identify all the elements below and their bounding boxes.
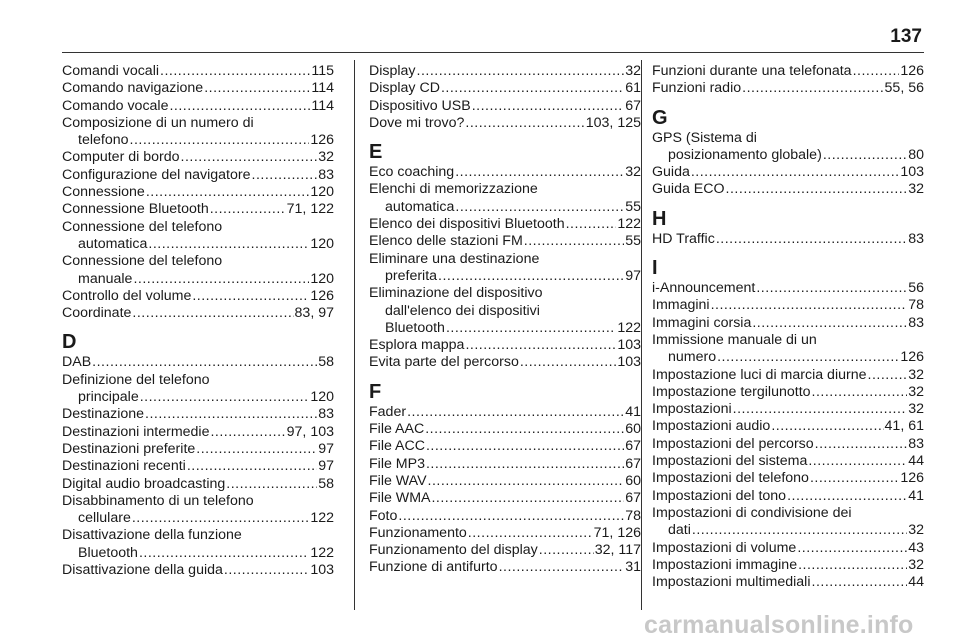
index-term: numero	[668, 349, 717, 366]
leader-dots	[812, 574, 908, 591]
page-ref[interactable]: 115	[311, 63, 334, 79]
section-letter: G	[652, 106, 668, 129]
leader-dots	[446, 320, 616, 337]
page-ref[interactable]: 55	[625, 233, 641, 250]
index-entry	[369, 216, 641, 233]
page-ref[interactable]: 126	[310, 132, 334, 149]
page-ref[interactable]: 120	[310, 184, 334, 201]
index-term: Immagini corsia	[652, 314, 752, 331]
leader-dots	[133, 271, 309, 288]
index-term: Foto	[369, 507, 398, 524]
page-ref[interactable]: 114	[311, 97, 334, 114]
leader-dots	[716, 231, 907, 248]
index-entry	[652, 231, 924, 248]
index-term: Impostazioni multimediali	[652, 574, 811, 591]
index-term: dall'elenco dei dispositivi	[385, 302, 540, 319]
index-term: cellulare	[78, 510, 131, 527]
index-entry	[652, 470, 924, 487]
index-term: posizionamento globale)	[668, 146, 822, 163]
leader-dots	[224, 562, 309, 579]
index-entry	[652, 181, 924, 198]
page-ref[interactable]: 32	[908, 401, 924, 418]
index-entry	[652, 418, 924, 435]
index-term: File WAV	[369, 472, 427, 489]
index-term: Connessione del telefono	[62, 218, 223, 235]
leader-dots	[566, 216, 617, 233]
leader-dots	[756, 280, 907, 297]
leader-dots	[181, 149, 318, 166]
leader-dots	[426, 456, 624, 473]
section-letter: I	[652, 257, 658, 280]
index-entry	[62, 458, 334, 475]
index-entry	[62, 372, 334, 407]
index-term: File WMA	[369, 490, 431, 507]
leader-dots	[868, 367, 908, 384]
leader-dots	[132, 510, 309, 527]
watermark-text: carmanualsonline.info	[644, 611, 914, 639]
page-ref[interactable]: 44	[908, 453, 924, 470]
leader-dots	[823, 147, 907, 164]
index-entry	[62, 184, 334, 201]
index-term: dati	[668, 522, 691, 539]
index-term: Funzioni durante una telefonata	[652, 63, 852, 79]
leader-dots	[499, 559, 625, 576]
index-term: Impostazioni del telefono	[652, 470, 809, 487]
index-entry	[369, 456, 641, 473]
index-term: automatica	[385, 198, 455, 215]
index-term: Elenco dei dispositivi Bluetooth	[369, 216, 565, 233]
leader-dots	[810, 470, 899, 487]
page-ref[interactable]: 32	[908, 181, 924, 198]
index-term: Destinazioni intermedie	[62, 423, 210, 440]
leader-dots	[798, 557, 907, 574]
index-term: Impostazioni di condivisione dei	[652, 504, 852, 521]
leader-dots	[787, 488, 907, 505]
index-entry	[652, 384, 924, 401]
index-term: Guida ECO	[652, 181, 725, 198]
leader-dots	[692, 522, 907, 539]
index-entry	[62, 80, 334, 97]
index-entry	[62, 406, 334, 423]
page-ref[interactable]: 60	[625, 421, 641, 438]
index-entry	[62, 167, 334, 184]
leader-dots	[425, 421, 624, 438]
page-ref[interactable]: 41, 61	[884, 418, 924, 435]
index-entry	[369, 63, 641, 80]
page-ref[interactable]: 83, 97	[294, 305, 334, 322]
page-ref[interactable]: 60	[625, 472, 641, 489]
column-divider	[354, 60, 355, 610]
index-entry	[62, 424, 334, 441]
page-ref[interactable]: 32	[908, 522, 924, 539]
index-term: Comando navigazione	[62, 80, 204, 97]
leader-dots	[145, 406, 317, 423]
leader-dots	[196, 441, 317, 458]
index-entry	[652, 436, 924, 453]
index-entry	[652, 540, 924, 557]
index-entry	[652, 315, 924, 332]
index-entry	[369, 559, 641, 576]
index-entry	[369, 98, 641, 115]
page-ref[interactable]: 122	[617, 216, 641, 233]
index-term: File ACC	[369, 438, 425, 455]
index-entry	[62, 305, 334, 322]
page-ref[interactable]: 55	[625, 198, 641, 215]
page-ref[interactable]: 32	[625, 164, 641, 181]
leader-dots	[146, 184, 310, 201]
index-term: telefono	[78, 132, 129, 149]
index-term: Elenchi di memorizzazione	[369, 181, 538, 198]
page-ref[interactable]: 126	[310, 287, 334, 304]
leader-dots	[438, 268, 624, 285]
leader-dots	[187, 458, 317, 475]
page-ref[interactable]: 32	[908, 556, 924, 573]
page-ref[interactable]: 78	[908, 297, 924, 314]
page-ref[interactable]: 43	[908, 539, 924, 556]
index-term: DAB	[62, 354, 92, 371]
index-term: Disattivazione della guida	[62, 562, 223, 579]
index-entry	[652, 80, 924, 97]
index-term: Coordinate	[62, 305, 132, 322]
index-term: Impostazioni immagine	[652, 556, 798, 573]
index-term: principale	[78, 389, 139, 406]
page-ref[interactable]: 97	[625, 267, 641, 284]
leader-dots	[691, 164, 899, 181]
index-entry	[369, 438, 641, 455]
leader-dots	[465, 115, 584, 132]
page-ref[interactable]: 67	[625, 455, 641, 472]
index-term: Display	[369, 63, 416, 79]
index-entry	[652, 297, 924, 314]
leader-dots	[711, 297, 908, 314]
index-entry	[369, 115, 641, 132]
page-ref[interactable]: 103	[617, 337, 641, 354]
page-ref[interactable]: 126	[900, 349, 924, 366]
index-entry	[62, 288, 334, 305]
index-entry	[652, 280, 924, 297]
page-ref[interactable]: 32	[908, 383, 924, 400]
page-ref[interactable]: 126	[900, 470, 924, 487]
page-ref[interactable]: 31	[625, 559, 641, 576]
leader-dots	[771, 418, 883, 435]
page-ref[interactable]: 41	[625, 403, 641, 420]
section-letter: E	[369, 141, 383, 164]
page-ref[interactable]: 44	[908, 574, 924, 591]
page-ref[interactable]: 114	[311, 80, 334, 97]
index-entry	[369, 251, 641, 286]
leader-dots	[417, 63, 625, 80]
page-ref[interactable]: 83	[908, 314, 924, 331]
index-entry	[62, 441, 334, 458]
index-term: Elenco delle stazioni FM	[369, 233, 523, 250]
index-term: Impostazioni	[652, 401, 732, 418]
index-term: Impostazioni di volume	[652, 539, 797, 556]
index-term: Impostazioni del percorso	[652, 435, 814, 452]
page-ref[interactable]: 97, 103	[286, 423, 334, 440]
index-term: Destinazione	[62, 406, 145, 423]
section-letter: F	[369, 380, 382, 403]
leader-dots	[815, 436, 908, 453]
leader-dots	[252, 167, 318, 184]
index-term: Definizione del telefono	[62, 371, 210, 388]
leader-dots	[169, 98, 310, 115]
index-entry	[369, 404, 641, 421]
index-entry	[652, 401, 924, 418]
page-ref[interactable]: 58	[318, 354, 334, 371]
leader-dots	[210, 424, 285, 441]
page-ref[interactable]: 122	[310, 510, 334, 527]
index-term: Destinazioni recenti	[62, 458, 186, 475]
index-term: Impostazione luci di marcia diurne	[652, 366, 867, 383]
index-term: Comando vocale	[62, 97, 169, 114]
page-ref[interactable]: 97	[318, 440, 334, 457]
index-term: Immissione manuale di un	[652, 331, 817, 348]
page-ref[interactable]: 32	[318, 149, 334, 166]
leader-dots	[455, 199, 624, 216]
index-term: Esplora mappa	[369, 337, 465, 354]
page-ref[interactable]: 55, 56	[884, 80, 924, 97]
page-ref[interactable]: 122	[310, 544, 334, 561]
index-entry	[62, 562, 334, 579]
index-term: Dove mi trovo?	[369, 114, 465, 131]
index-term: Display CD	[369, 80, 440, 97]
page-ref[interactable]: 122	[617, 319, 641, 336]
index-term: Impostazioni del tono	[652, 487, 787, 504]
index-entry	[369, 285, 641, 337]
index-entry	[369, 337, 641, 354]
index-term: Funzioni radio	[652, 80, 742, 97]
page-ref[interactable]: 80	[908, 146, 924, 163]
index-entry	[62, 253, 334, 288]
index-term: File MP3	[369, 455, 425, 472]
page-ref[interactable]: 71, 126	[593, 524, 641, 541]
index-term: Fader	[369, 403, 407, 420]
index-term: Bluetooth	[385, 319, 445, 336]
page-ref[interactable]: 56	[908, 280, 924, 297]
index-entry	[369, 80, 641, 97]
index-entry	[652, 367, 924, 384]
index-entry	[652, 488, 924, 505]
page-ref[interactable]: 103	[900, 164, 924, 181]
index-entry	[652, 130, 924, 165]
leader-dots	[431, 490, 624, 507]
index-entry	[62, 201, 334, 218]
page-ref[interactable]: 103, 125	[585, 114, 641, 131]
index-term: Impostazione tergilunotto	[652, 383, 811, 400]
index-term: Bluetooth	[78, 544, 138, 561]
leader-dots	[472, 98, 625, 115]
index-entry	[369, 490, 641, 507]
index-term: File AAC	[369, 421, 425, 438]
index-entry	[652, 164, 924, 181]
page-ref[interactable]: 120	[310, 235, 334, 252]
page-ref[interactable]: 58	[318, 475, 334, 492]
index-term: GPS (Sistema di	[652, 129, 757, 146]
section-letter: H	[652, 207, 667, 230]
index-entry	[62, 354, 334, 371]
leader-dots	[441, 80, 624, 97]
index-term: Evita parte del percorso	[369, 354, 519, 371]
index-term: Impostazioni audio	[652, 418, 771, 435]
page-ref[interactable]: 103	[310, 562, 334, 579]
leader-dots	[752, 315, 907, 332]
page-ref[interactable]: 83	[318, 166, 334, 183]
index-entry	[369, 421, 641, 438]
index-term: Funzionamento del display	[369, 542, 538, 559]
leader-dots	[465, 337, 616, 354]
page-ref[interactable]: 120	[310, 389, 334, 406]
index-column-3	[652, 63, 924, 591]
page-ref[interactable]: 78	[625, 507, 641, 524]
leader-dots	[797, 540, 907, 557]
page-ref[interactable]: 120	[310, 270, 334, 287]
leader-dots	[140, 389, 310, 406]
index-entry	[369, 508, 641, 525]
leader-dots	[733, 401, 908, 418]
index-term: manuale	[78, 270, 133, 287]
leader-dots	[192, 288, 309, 305]
leader-dots	[455, 164, 624, 181]
index-entry	[369, 164, 641, 181]
leader-dots	[92, 354, 317, 371]
index-term: Destinazioni preferite	[62, 440, 196, 457]
index-entry	[62, 63, 334, 80]
index-entry	[369, 525, 641, 542]
index-term: Controllo del volume	[62, 287, 192, 304]
index-term: Guida	[652, 164, 690, 181]
page-ref[interactable]: 71, 122	[286, 201, 334, 218]
index-entry	[62, 476, 334, 493]
index-term: Connessione del telefono	[62, 253, 223, 270]
leader-dots	[726, 181, 908, 198]
index-column-1	[62, 63, 334, 579]
index-term: Digital audio broadcasting	[62, 475, 226, 492]
leader-dots	[539, 542, 594, 559]
index-term: Dispositivo USB	[369, 97, 471, 114]
page-ref[interactable]: 83	[908, 435, 924, 452]
index-entry	[62, 219, 334, 254]
leader-dots	[520, 354, 616, 371]
index-term: i-Announcement	[652, 280, 756, 297]
leader-dots	[160, 63, 310, 80]
index-entry	[652, 63, 924, 80]
section-letter: D	[62, 331, 77, 354]
page-ref[interactable]: 32	[908, 366, 924, 383]
index-term: Composizione di un numero di	[62, 114, 254, 131]
index-term: Computer di bordo	[62, 149, 180, 166]
leader-dots	[808, 453, 907, 470]
leader-dots	[130, 132, 310, 149]
page-ref[interactable]: 83	[908, 230, 924, 247]
page-number: 137	[890, 26, 922, 47]
leader-dots	[407, 404, 624, 421]
leader-dots	[226, 476, 317, 493]
index-entry	[369, 473, 641, 490]
leader-dots	[717, 349, 899, 366]
index-term: Funzione di antifurto	[369, 559, 498, 576]
page-ref[interactable]: 32	[625, 63, 641, 79]
page-ref[interactable]: 61	[625, 80, 641, 97]
page-ref[interactable]: 67	[625, 490, 641, 507]
page-ref[interactable]: 67	[625, 97, 641, 114]
index-entry	[369, 181, 641, 216]
page-ref[interactable]: 83	[318, 406, 334, 423]
leader-dots	[524, 233, 624, 250]
leader-dots	[139, 545, 309, 562]
page-ref[interactable]: 67	[625, 438, 641, 455]
leader-dots	[210, 201, 286, 218]
index-entry	[62, 527, 334, 562]
page-ref[interactable]: 126	[900, 63, 924, 79]
leader-dots	[468, 525, 593, 542]
page-ref[interactable]: 97	[318, 458, 334, 475]
leader-dots	[132, 305, 293, 322]
index-entry	[62, 98, 334, 115]
leader-dots	[428, 473, 625, 490]
index-term: Eco coaching	[369, 164, 455, 181]
leader-dots	[398, 508, 624, 525]
leader-dots	[204, 80, 310, 97]
leader-dots	[853, 63, 900, 80]
index-term: Immagini	[652, 297, 710, 314]
index-entry	[652, 332, 924, 367]
index-term: automatica	[78, 235, 148, 252]
index-entry	[652, 574, 924, 591]
column-divider	[641, 60, 642, 610]
leader-dots	[148, 236, 309, 253]
page-ref[interactable]: 32, 117	[594, 542, 641, 559]
index-term: preferita	[385, 267, 438, 284]
leader-dots	[742, 80, 883, 97]
leader-dots	[426, 438, 624, 455]
index-entry	[62, 115, 334, 150]
index-term: Connessione	[62, 184, 145, 201]
index-term: Eliminazione del dispositivo	[369, 285, 543, 302]
index-entry	[62, 149, 334, 166]
index-term: Funzionamento	[369, 524, 467, 541]
index-entry	[652, 453, 924, 470]
index-term: Disattivazione della funzione	[62, 527, 242, 544]
leader-dots	[812, 384, 908, 401]
index-entry	[652, 505, 924, 540]
index-term: Comandi vocali	[62, 63, 159, 79]
index-term: Connessione Bluetooth	[62, 201, 209, 218]
index-term: HD Traffic	[652, 230, 715, 247]
index-term: Impostazioni del sistema	[652, 453, 808, 470]
page-ref[interactable]: 103	[617, 354, 641, 371]
index-column-2	[369, 63, 641, 577]
index-entry	[652, 557, 924, 574]
index-entry	[369, 233, 641, 250]
index-term: Eliminare una destinazione	[369, 250, 540, 267]
page-ref[interactable]: 41	[908, 487, 924, 504]
index-entry	[369, 542, 641, 559]
index-entry	[369, 354, 641, 371]
header-rule	[62, 52, 924, 53]
index-term: Disabbinamento di un telefono	[62, 492, 254, 509]
index-entry	[62, 493, 334, 528]
index-term: Configurazione del navigatore	[62, 166, 251, 183]
